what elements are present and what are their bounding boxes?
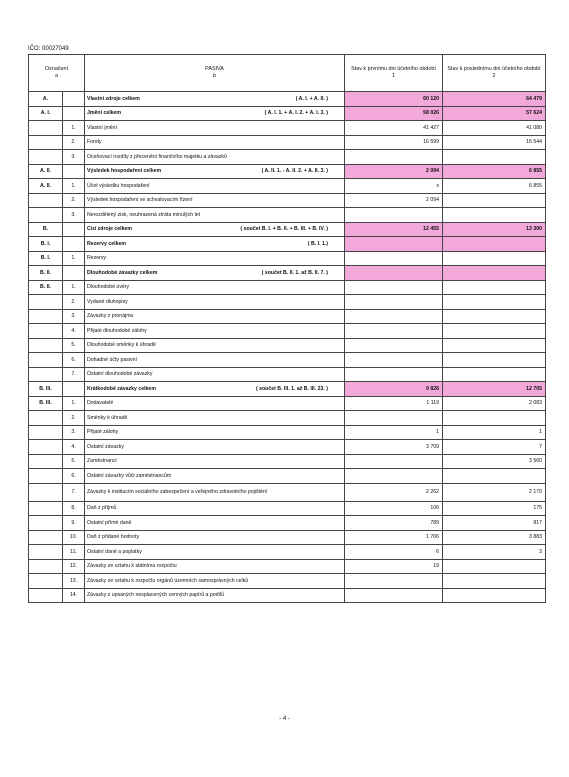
row-number bbox=[63, 237, 85, 252]
row-number: 6. bbox=[63, 469, 85, 484]
row-name bbox=[85, 135, 345, 150]
row-value-last: 12 705 bbox=[443, 382, 546, 397]
row-value-last bbox=[443, 411, 546, 426]
row-value-last: 6 855 bbox=[443, 164, 546, 179]
row-value-first bbox=[345, 454, 443, 469]
row-value-last bbox=[443, 338, 546, 353]
row-label bbox=[29, 483, 63, 501]
row-label: B. III. bbox=[29, 396, 63, 411]
row-name-text: Oceňovací rozdíly z přecenění finančního majetku a závazků bbox=[87, 153, 227, 160]
row-number: 2. bbox=[63, 193, 85, 208]
row-number: 5. bbox=[63, 338, 85, 353]
table-row bbox=[29, 208, 546, 223]
table-row bbox=[29, 92, 546, 107]
row-label bbox=[29, 121, 63, 136]
row-value-first: 3 709 bbox=[345, 440, 443, 455]
row-value-last: 6 855 bbox=[443, 179, 546, 194]
row-value-first bbox=[345, 208, 443, 223]
row-number: 1. bbox=[63, 280, 85, 295]
row-name bbox=[85, 382, 345, 397]
row-value-last: 817 bbox=[443, 516, 546, 531]
row-label bbox=[29, 324, 63, 339]
row-name bbox=[85, 353, 345, 368]
row-value-last bbox=[443, 353, 546, 368]
table-row bbox=[29, 367, 546, 382]
row-label bbox=[29, 135, 63, 150]
table-row bbox=[29, 193, 546, 208]
table-row bbox=[29, 545, 546, 560]
row-name bbox=[85, 92, 345, 107]
row-number: 7. bbox=[63, 483, 85, 501]
row-name-text: Přijaté zálohy bbox=[87, 429, 119, 436]
row-value-first: 789 bbox=[345, 516, 443, 531]
table-row bbox=[29, 338, 546, 353]
row-value-first: 60 120 bbox=[345, 92, 443, 107]
row-formula: ( součet B. I. + B. II. + B. III. + B. IV. ) bbox=[240, 226, 329, 233]
row-value-first bbox=[345, 367, 443, 382]
row-name bbox=[85, 440, 345, 455]
table-header bbox=[29, 55, 546, 92]
row-value-last: 57 624 bbox=[443, 106, 546, 121]
row-value-first: x bbox=[345, 179, 443, 194]
row-name-text: Výsledek hospodaření ve schvalovacím řízení bbox=[87, 197, 193, 204]
row-label bbox=[29, 469, 63, 484]
row-value-first bbox=[345, 338, 443, 353]
row-formula: ( A. I. + A. II. ) bbox=[295, 95, 329, 102]
row-label bbox=[29, 559, 63, 574]
table-row bbox=[29, 121, 546, 136]
row-value-first bbox=[345, 411, 443, 426]
row-value-first bbox=[345, 280, 443, 295]
ico-label: IČO: 00027049 bbox=[28, 46, 69, 52]
row-number: 11. bbox=[63, 545, 85, 560]
table-row bbox=[29, 574, 546, 589]
row-name bbox=[85, 559, 345, 574]
row-number: 3. bbox=[63, 425, 85, 440]
row-name bbox=[85, 266, 345, 281]
row-name-text: Dlouhodobé úvěry bbox=[87, 284, 130, 291]
row-label: B. bbox=[29, 222, 63, 237]
row-name bbox=[85, 501, 345, 516]
row-value-first bbox=[345, 574, 443, 589]
row-name-text: Závazky k institucím sociálního zabezpečení a veřejného zdravotního pojištění bbox=[87, 488, 268, 495]
row-value-last bbox=[443, 208, 546, 223]
row-name bbox=[85, 295, 345, 310]
header-oznaceni: Označení a bbox=[29, 55, 85, 92]
row-value-last: 2 083 bbox=[443, 396, 546, 411]
table-row bbox=[29, 150, 546, 165]
row-number: 2. bbox=[63, 135, 85, 150]
row-name bbox=[85, 164, 345, 179]
row-value-first bbox=[345, 353, 443, 368]
row-label bbox=[29, 440, 63, 455]
row-name-text: Závazky z upsaných nesplacených cenných papírů a podílů bbox=[87, 592, 224, 599]
row-value-last bbox=[443, 280, 546, 295]
row-name-text: Závazky ze vztahu k státnímu rozpočtu bbox=[87, 563, 177, 570]
table-row bbox=[29, 164, 546, 179]
table-row bbox=[29, 309, 546, 324]
row-name-text: Ostatní závazky bbox=[87, 443, 124, 450]
row-value-first bbox=[345, 251, 443, 266]
row-name-text: Dlouhodobé závazky celkem bbox=[87, 269, 158, 276]
row-value-last: 16 544 bbox=[443, 135, 546, 150]
row-name-text: Rezervy celkem bbox=[87, 240, 126, 247]
row-name-text: Dlouhodobé směnky k úhradě bbox=[87, 342, 156, 349]
row-name bbox=[85, 309, 345, 324]
row-label bbox=[29, 425, 63, 440]
row-number: 4. bbox=[63, 324, 85, 339]
row-name-text: Účet výsledku hospodaření bbox=[87, 182, 150, 189]
row-number: 5. bbox=[63, 454, 85, 469]
row-value-last bbox=[443, 251, 546, 266]
row-name-text: Ostatní daně a poplatky bbox=[87, 548, 142, 555]
header-stav-prvni: Stav k prvnímu dni účetního období 1 bbox=[345, 55, 443, 92]
row-name bbox=[85, 150, 345, 165]
row-name bbox=[85, 367, 345, 382]
table-row bbox=[29, 135, 546, 150]
row-number: 13. bbox=[63, 574, 85, 589]
row-label: B. I. bbox=[29, 251, 63, 266]
row-value-first: 106 bbox=[345, 501, 443, 516]
row-value-last: 64 479 bbox=[443, 92, 546, 107]
table-row bbox=[29, 179, 546, 194]
table-row bbox=[29, 469, 546, 484]
row-number: 1. bbox=[63, 179, 85, 194]
row-name bbox=[85, 193, 345, 208]
row-value-last bbox=[443, 559, 546, 574]
table-row bbox=[29, 440, 546, 455]
row-value-last bbox=[443, 469, 546, 484]
row-value-first: 19 bbox=[345, 559, 443, 574]
row-value-last bbox=[443, 588, 546, 603]
row-number: 14. bbox=[63, 588, 85, 603]
row-number bbox=[63, 92, 85, 107]
row-value-first: 2 262 bbox=[345, 483, 443, 501]
row-value-first: 1 706 bbox=[345, 530, 443, 545]
row-value-last bbox=[443, 150, 546, 165]
row-name-text: Ostatní závazky vůči zaměstnancům bbox=[87, 472, 172, 479]
row-formula: ( součet B. III. 1. až B. III. 23. ) bbox=[255, 385, 329, 392]
row-name-text: Cizí zdroje celkem bbox=[87, 226, 132, 233]
row-number: 12. bbox=[63, 559, 85, 574]
table-row bbox=[29, 353, 546, 368]
row-value-last: 7 bbox=[443, 440, 546, 455]
page-number: - 4 - bbox=[279, 716, 290, 722]
table-row bbox=[29, 266, 546, 281]
row-value-first: 16 599 bbox=[345, 135, 443, 150]
row-name bbox=[85, 411, 345, 426]
row-name-text: Vlastní zdroje celkem bbox=[87, 95, 140, 102]
row-name bbox=[85, 516, 345, 531]
row-value-first: 58 026 bbox=[345, 106, 443, 121]
row-value-last: 175 bbox=[443, 501, 546, 516]
row-label bbox=[29, 574, 63, 589]
table-row bbox=[29, 501, 546, 516]
table-row bbox=[29, 106, 546, 121]
row-label bbox=[29, 411, 63, 426]
row-name-text: Daň z příjmů bbox=[87, 505, 117, 512]
row-value-last bbox=[443, 367, 546, 382]
row-value-first: 1 bbox=[345, 425, 443, 440]
row-value-last: 3 bbox=[443, 545, 546, 560]
row-name bbox=[85, 251, 345, 266]
row-value-first bbox=[345, 588, 443, 603]
row-label: A. bbox=[29, 92, 63, 107]
row-name bbox=[85, 454, 345, 469]
row-name-text: Závazky z pronájmu bbox=[87, 313, 134, 320]
table-row bbox=[29, 454, 546, 469]
row-number: 4. bbox=[63, 440, 85, 455]
table-row bbox=[29, 295, 546, 310]
row-number: 7. bbox=[63, 367, 85, 382]
row-number: 6. bbox=[63, 353, 85, 368]
table-row bbox=[29, 280, 546, 295]
row-label bbox=[29, 338, 63, 353]
table-row bbox=[29, 411, 546, 426]
row-value-last bbox=[443, 574, 546, 589]
row-label: B. I. bbox=[29, 237, 63, 252]
row-label: A. II. bbox=[29, 179, 63, 194]
pasiva-table bbox=[28, 54, 546, 603]
row-name-text: Vydané dluhopisy bbox=[87, 298, 128, 305]
row-number: 9. bbox=[63, 516, 85, 531]
row-name bbox=[85, 324, 345, 339]
row-number: 8. bbox=[63, 501, 85, 516]
table-row bbox=[29, 559, 546, 574]
row-name bbox=[85, 483, 345, 501]
table-row bbox=[29, 530, 546, 545]
row-value-first bbox=[345, 469, 443, 484]
row-name bbox=[85, 121, 345, 136]
row-name-text: Vlastní jmění bbox=[87, 124, 118, 131]
row-value-first bbox=[345, 295, 443, 310]
row-value-first bbox=[345, 237, 443, 252]
row-label bbox=[29, 588, 63, 603]
row-value-first: 41 427 bbox=[345, 121, 443, 136]
row-name-text: Výsledek hospodaření celkem bbox=[87, 168, 162, 175]
row-label bbox=[29, 530, 63, 545]
row-number: 1. bbox=[63, 121, 85, 136]
header-stav-posledni: Stav k poslednímu dni účetního období 2 bbox=[443, 55, 546, 92]
row-name-text: Jmění celkem bbox=[87, 110, 122, 117]
row-name bbox=[85, 338, 345, 353]
row-value-first: 12 455 bbox=[345, 222, 443, 237]
row-number: 2. bbox=[63, 295, 85, 310]
table-row bbox=[29, 396, 546, 411]
row-name-text: Přijaté dlouhodobé zálohy bbox=[87, 327, 147, 334]
row-value-last bbox=[443, 309, 546, 324]
row-number bbox=[63, 266, 85, 281]
table-row bbox=[29, 237, 546, 252]
row-label: B. II. bbox=[29, 266, 63, 281]
row-label bbox=[29, 545, 63, 560]
table-row bbox=[29, 483, 546, 501]
row-name-text: Krátkodobé závazky celkem bbox=[87, 385, 156, 392]
row-value-last bbox=[443, 266, 546, 281]
row-name bbox=[85, 588, 345, 603]
row-name-text: Ostatní přímé daně bbox=[87, 519, 132, 526]
row-label: B. III. bbox=[29, 382, 63, 397]
row-label bbox=[29, 208, 63, 223]
table-row bbox=[29, 588, 546, 603]
row-number: 10. bbox=[63, 530, 85, 545]
row-value-first: 2 094 bbox=[345, 164, 443, 179]
row-value-last: 2 170 bbox=[443, 483, 546, 501]
header-pasiva: PASIVA b bbox=[85, 55, 345, 92]
row-number bbox=[63, 164, 85, 179]
row-name bbox=[85, 208, 345, 223]
row-formula: ( A. II. 1. - A. II. 2. + A. II. 3. ) bbox=[261, 168, 329, 175]
table-row bbox=[29, 382, 546, 397]
row-name bbox=[85, 574, 345, 589]
row-name-text: Zaměstnanci bbox=[87, 458, 117, 465]
row-name bbox=[85, 545, 345, 560]
row-value-first: 2 094 bbox=[345, 193, 443, 208]
row-number bbox=[63, 106, 85, 121]
row-label bbox=[29, 353, 63, 368]
row-name-text: Rezervy bbox=[87, 255, 107, 262]
row-label bbox=[29, 295, 63, 310]
row-name bbox=[85, 469, 345, 484]
row-label bbox=[29, 150, 63, 165]
row-value-first bbox=[345, 309, 443, 324]
row-number bbox=[63, 222, 85, 237]
table-row bbox=[29, 324, 546, 339]
row-name bbox=[85, 106, 345, 121]
row-name bbox=[85, 396, 345, 411]
row-name-text: Nerozdělený zisk, neuhrazená ztráta minulých let bbox=[87, 211, 201, 218]
row-value-last: 41 080 bbox=[443, 121, 546, 136]
row-value-first: 1 119 bbox=[345, 396, 443, 411]
row-name bbox=[85, 530, 345, 545]
row-label bbox=[29, 501, 63, 516]
row-value-last bbox=[443, 237, 546, 252]
row-name-text: Daň z přidané hodnoty bbox=[87, 534, 140, 541]
row-value-first bbox=[345, 150, 443, 165]
row-formula: ( součet B. II. 1. až B. II. 7. ) bbox=[261, 269, 329, 276]
row-formula: ( B. I. 1.) bbox=[307, 240, 329, 247]
row-value-last: 3 560 bbox=[443, 454, 546, 469]
table-row bbox=[29, 516, 546, 531]
row-label bbox=[29, 516, 63, 531]
row-name-text: Dodavatelé bbox=[87, 400, 114, 407]
row-label: A. II. bbox=[29, 164, 63, 179]
row-label bbox=[29, 367, 63, 382]
row-label: A. I. bbox=[29, 106, 63, 121]
row-value-first bbox=[345, 266, 443, 281]
row-name-text: Směnky k úhradě bbox=[87, 414, 128, 421]
row-name-text: Dohadné účty pasivní bbox=[87, 356, 137, 363]
row-value-last: 13 300 bbox=[443, 222, 546, 237]
row-value-first: 9 826 bbox=[345, 382, 443, 397]
row-value-last: 1 bbox=[443, 425, 546, 440]
row-number: 1. bbox=[63, 396, 85, 411]
table-row bbox=[29, 251, 546, 266]
table-row bbox=[29, 222, 546, 237]
row-formula: ( A. I. 1. + A. I. 2. + A. I. 3. ) bbox=[264, 110, 329, 117]
row-name bbox=[85, 179, 345, 194]
row-number: 3. bbox=[63, 208, 85, 223]
row-name bbox=[85, 425, 345, 440]
row-label: B. II. bbox=[29, 280, 63, 295]
row-value-last bbox=[443, 193, 546, 208]
row-name-text: Závazky ze vztahu k rozpočtu orgánů územních samosprávných celků bbox=[87, 577, 249, 584]
row-label bbox=[29, 309, 63, 324]
row-number: 3. bbox=[63, 309, 85, 324]
row-number: 2. bbox=[63, 411, 85, 426]
row-name bbox=[85, 222, 345, 237]
table-row bbox=[29, 425, 546, 440]
row-label bbox=[29, 193, 63, 208]
row-name-text: Fondy bbox=[87, 139, 102, 146]
row-number: 3. bbox=[63, 150, 85, 165]
row-value-last bbox=[443, 295, 546, 310]
row-number: 1. bbox=[63, 251, 85, 266]
row-name bbox=[85, 280, 345, 295]
row-name-text: Ostatní dlouhodobé závazky bbox=[87, 371, 153, 378]
row-value-first: 6 bbox=[345, 545, 443, 560]
row-label bbox=[29, 454, 63, 469]
row-value-first bbox=[345, 324, 443, 339]
row-value-last: 3 883 bbox=[443, 530, 546, 545]
row-value-last bbox=[443, 324, 546, 339]
row-name bbox=[85, 237, 345, 252]
row-number bbox=[63, 382, 85, 397]
